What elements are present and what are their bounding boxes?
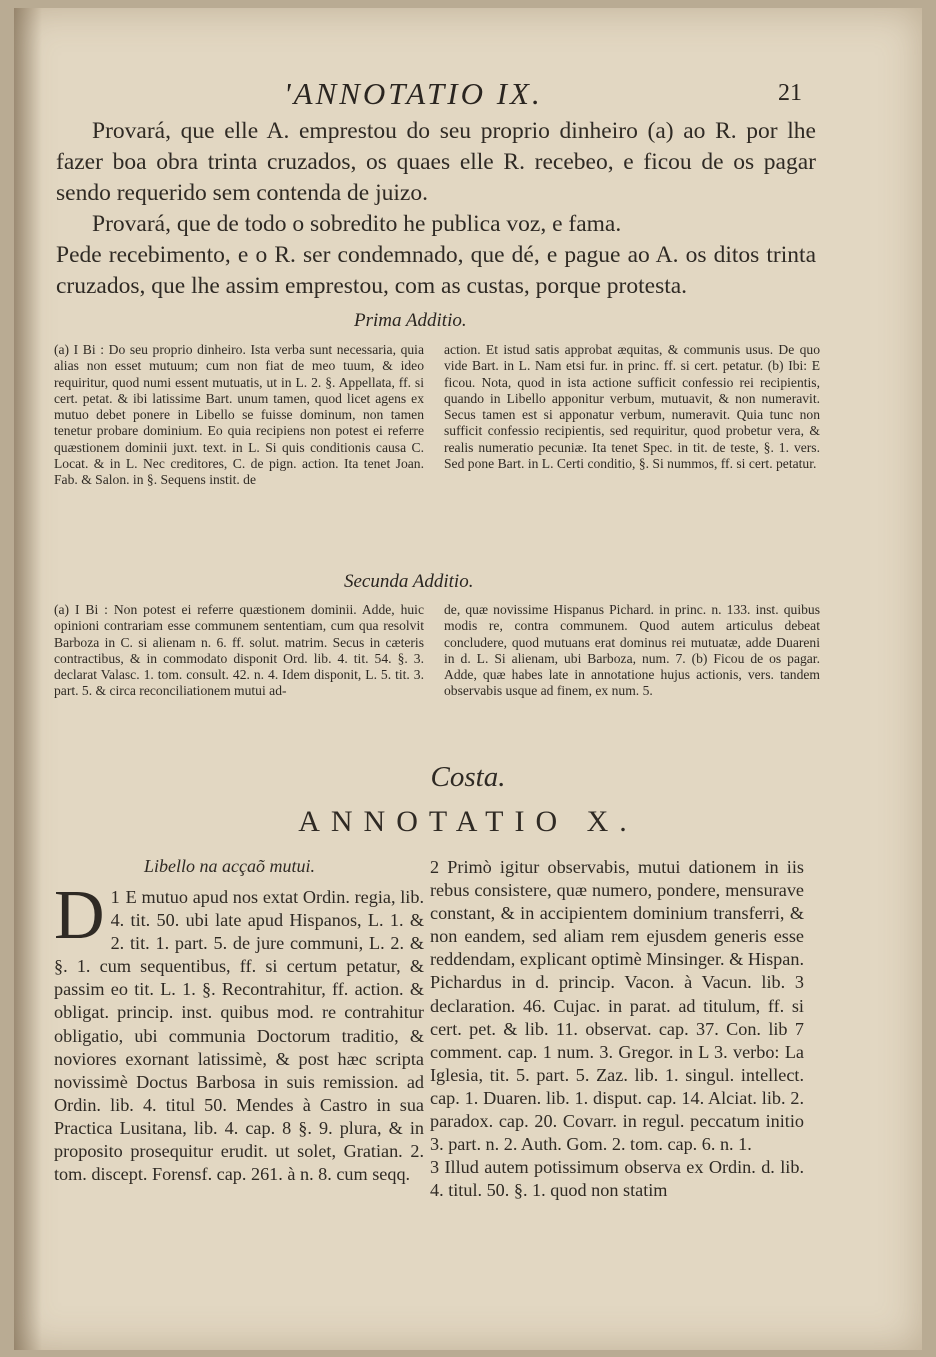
annotatio-x-left-column [54,877,424,1186]
page-binding-shadow [14,8,42,1350]
prima-additio-left-column: (a) I Bi : Do seu proprio dinheiro. Ista verba sunt necessaria, quia alias non esset mutuum; cum non fiat de meo tuum, & ideo requiritur, quod numi essent mutuatis, ut in L. 2. §. Appellata, ff. si cert. petat. & ibi latissime Bart. unum tamen, quod licet agens ex mutuo debet ponere in Libello se fuisse dominum, non tamen tenetur probare dominium. Eo quia recipiens non potest ei referre quæstionem dominii juxt. text. in L. Si quis conditionis causa C. Locat. & in L. Nec creditores, C. de pign. action. Ita tenet Joan. Fab. & Salon. in §. Sequens instit. de [54,342,424,488]
prose-line-1: Provará, que elle A. emprestou do seu proprio dinheiro (a) ao R. por lhe fazer boa obra trinta cruzados, os quaes elle R. recebeo, e ficou de os pagar sendo requerido sem contenda de juizo. [56,118,816,206]
prose-line-3: Pede recebimento, e o R. ser condemnado, que dé, e pague ao A. os ditos trinta cruzados, que lhe assim emprestou, com as custas, porque protesta. [56,242,816,299]
prima-additio-right-column: action. Et istud satis approbat æquitas, & communis usus. De quo vide Bart. in L. Nam etsi fur. in princ. ff. si cert. petatur. (b) Ibi: E ficou. Nota, quod in ista actione sufficit confessio rei recipientis, quando in Libello apponitur verbum, mutuavit, & non numeravit. Secus tamen est si apponatur verbum, numeravit. Quia tunc non sufficit confessio recipientis, sed requiritur, quod probetur vera, & realis numeratio pecuniæ. Ita tenet Spec. in tit. de teste, §. 1. vers. Sed pone Bart. in L. Certi conditio, §. Si nummos, ff. si cert. petatur. [444,342,820,472]
paragraph-2: 2 Primò igitur observabis, mutui dationem in iis rebus consistere, quæ numero, pondere, mensurave constant, & in accipientem dominium transferri, & non eandem, sed aliam rem ejusdem generis esse reddendam, explicant optimè Minsinger. & Hispan. Pichardus in d. princip. Vacon. à Vacun. lib. 3 declaration. 46. Cujac. in parat. ad titulum, ff. si cert. pet. & lib. 11. observat. cap. 37. Con. lib 7 comment. cap. 1 num. 3. Gregor. in L 3. verbo: La Iglesia, tit. 5. part. 5. Zaz. lib. 1. singul. intellect. cap. 1. Duaren. lib. 1. disput. cap. 14. Alciat. lib. 2. paradox. cap. 20. Covarr. in regul. peccatum initio 3. part. n. 2. Auth. Gom. 2. tom. cap. 6. n. 1. [430,857,804,1155]
page-number: 21 [778,80,802,106]
libel-text [56,116,816,302]
secunda-additio-right-column: de, quæ novissime Hispanus Pichard. in princ. n. 133. inst. quibus modis re, contra communem. Quod autem articulus debeat concludere, quod mutuans erat dominus rei mutuatæ, adde Duareni in d. L. Si alienam, ubi Barboza, num. 7. (b) Ficou de os pagar. Adde, quæ habes late in annotatione hujus actionis, vers. tandem observabis usque ad finem, ex num. 5. [444,602,820,699]
paragraph-1-text: E mutuo apud nos extat Ordin. regia, lib. 4. tit. 50. ubi late apud Hispanos, L. 1. & 2. tit. 1. part. 5. de jure communi, L. 2. & §. 1. cum sequentibus, ff. si certum petatur, & passim eo tit. L. 1. §. Recontrahitur, ff. action. & obligat. princip. inst. quibus mod. re contrahitur obligatio, ubi communia Doctorum traditio, & noviores exornant latissimè, & post hæc scripta novissimè Doctus Barbosa in suis remission. ad Ordin. lib. 4. titul 50. Mendes à Castro in sua Practica Lusitana, lib. 4. cap. 8 §. 9. plura, & in proposito prosequitur erudit. ut solet, Gratian. 2. tom. discept. Forensf. cap. 261. à n. 8. cum seqq. [54,887,424,1185]
secunda-additio-heading: Secunda Additio. [344,571,474,592]
running-title: 'ANNOTATIO IX. [284,76,543,111]
paragraph-3: 3 Illud autem potissimum observa ex Ordin. d. lib. 4. titul. 50. §. 1. quod non statim [430,1157,804,1201]
secunda-additio-left-column: (a) I Bi : Non potest ei referre quæstionem dominii. Adde, huic opinioni contrariam esse communem sententiam, cum qua resolvit Barboza in C. si alienam n. 6. ff. solut. matrim. Secus in cæteris contractibus, & in commodato disponit Ord. lib. 4. tit. 54. §. 3. declarat Valasc. 1. tom. consult. 42. n. 4. Idem disponit, L. 5. tit. 3. part. 5. & circa reconciliationem mutui ad- [54,602,424,699]
book-page [14,8,922,1350]
paragraph-number: 1 [110,887,120,907]
prima-additio-heading: Prima Additio. [354,310,467,331]
paragraph-1 [54,877,424,1186]
running-head [14,76,922,116]
costa-heading: Costa. [430,761,506,793]
libello-subheading: Libello na acçaõ mutui. [144,856,315,876]
annotatio-x-title: ANNOTATIO X. [298,805,638,838]
annotatio-x-right-column [430,856,804,1202]
drop-cap: D [54,877,105,954]
prose-line-2: Provará, que de todo o sobredito he publica voz, e fama. [92,211,622,237]
